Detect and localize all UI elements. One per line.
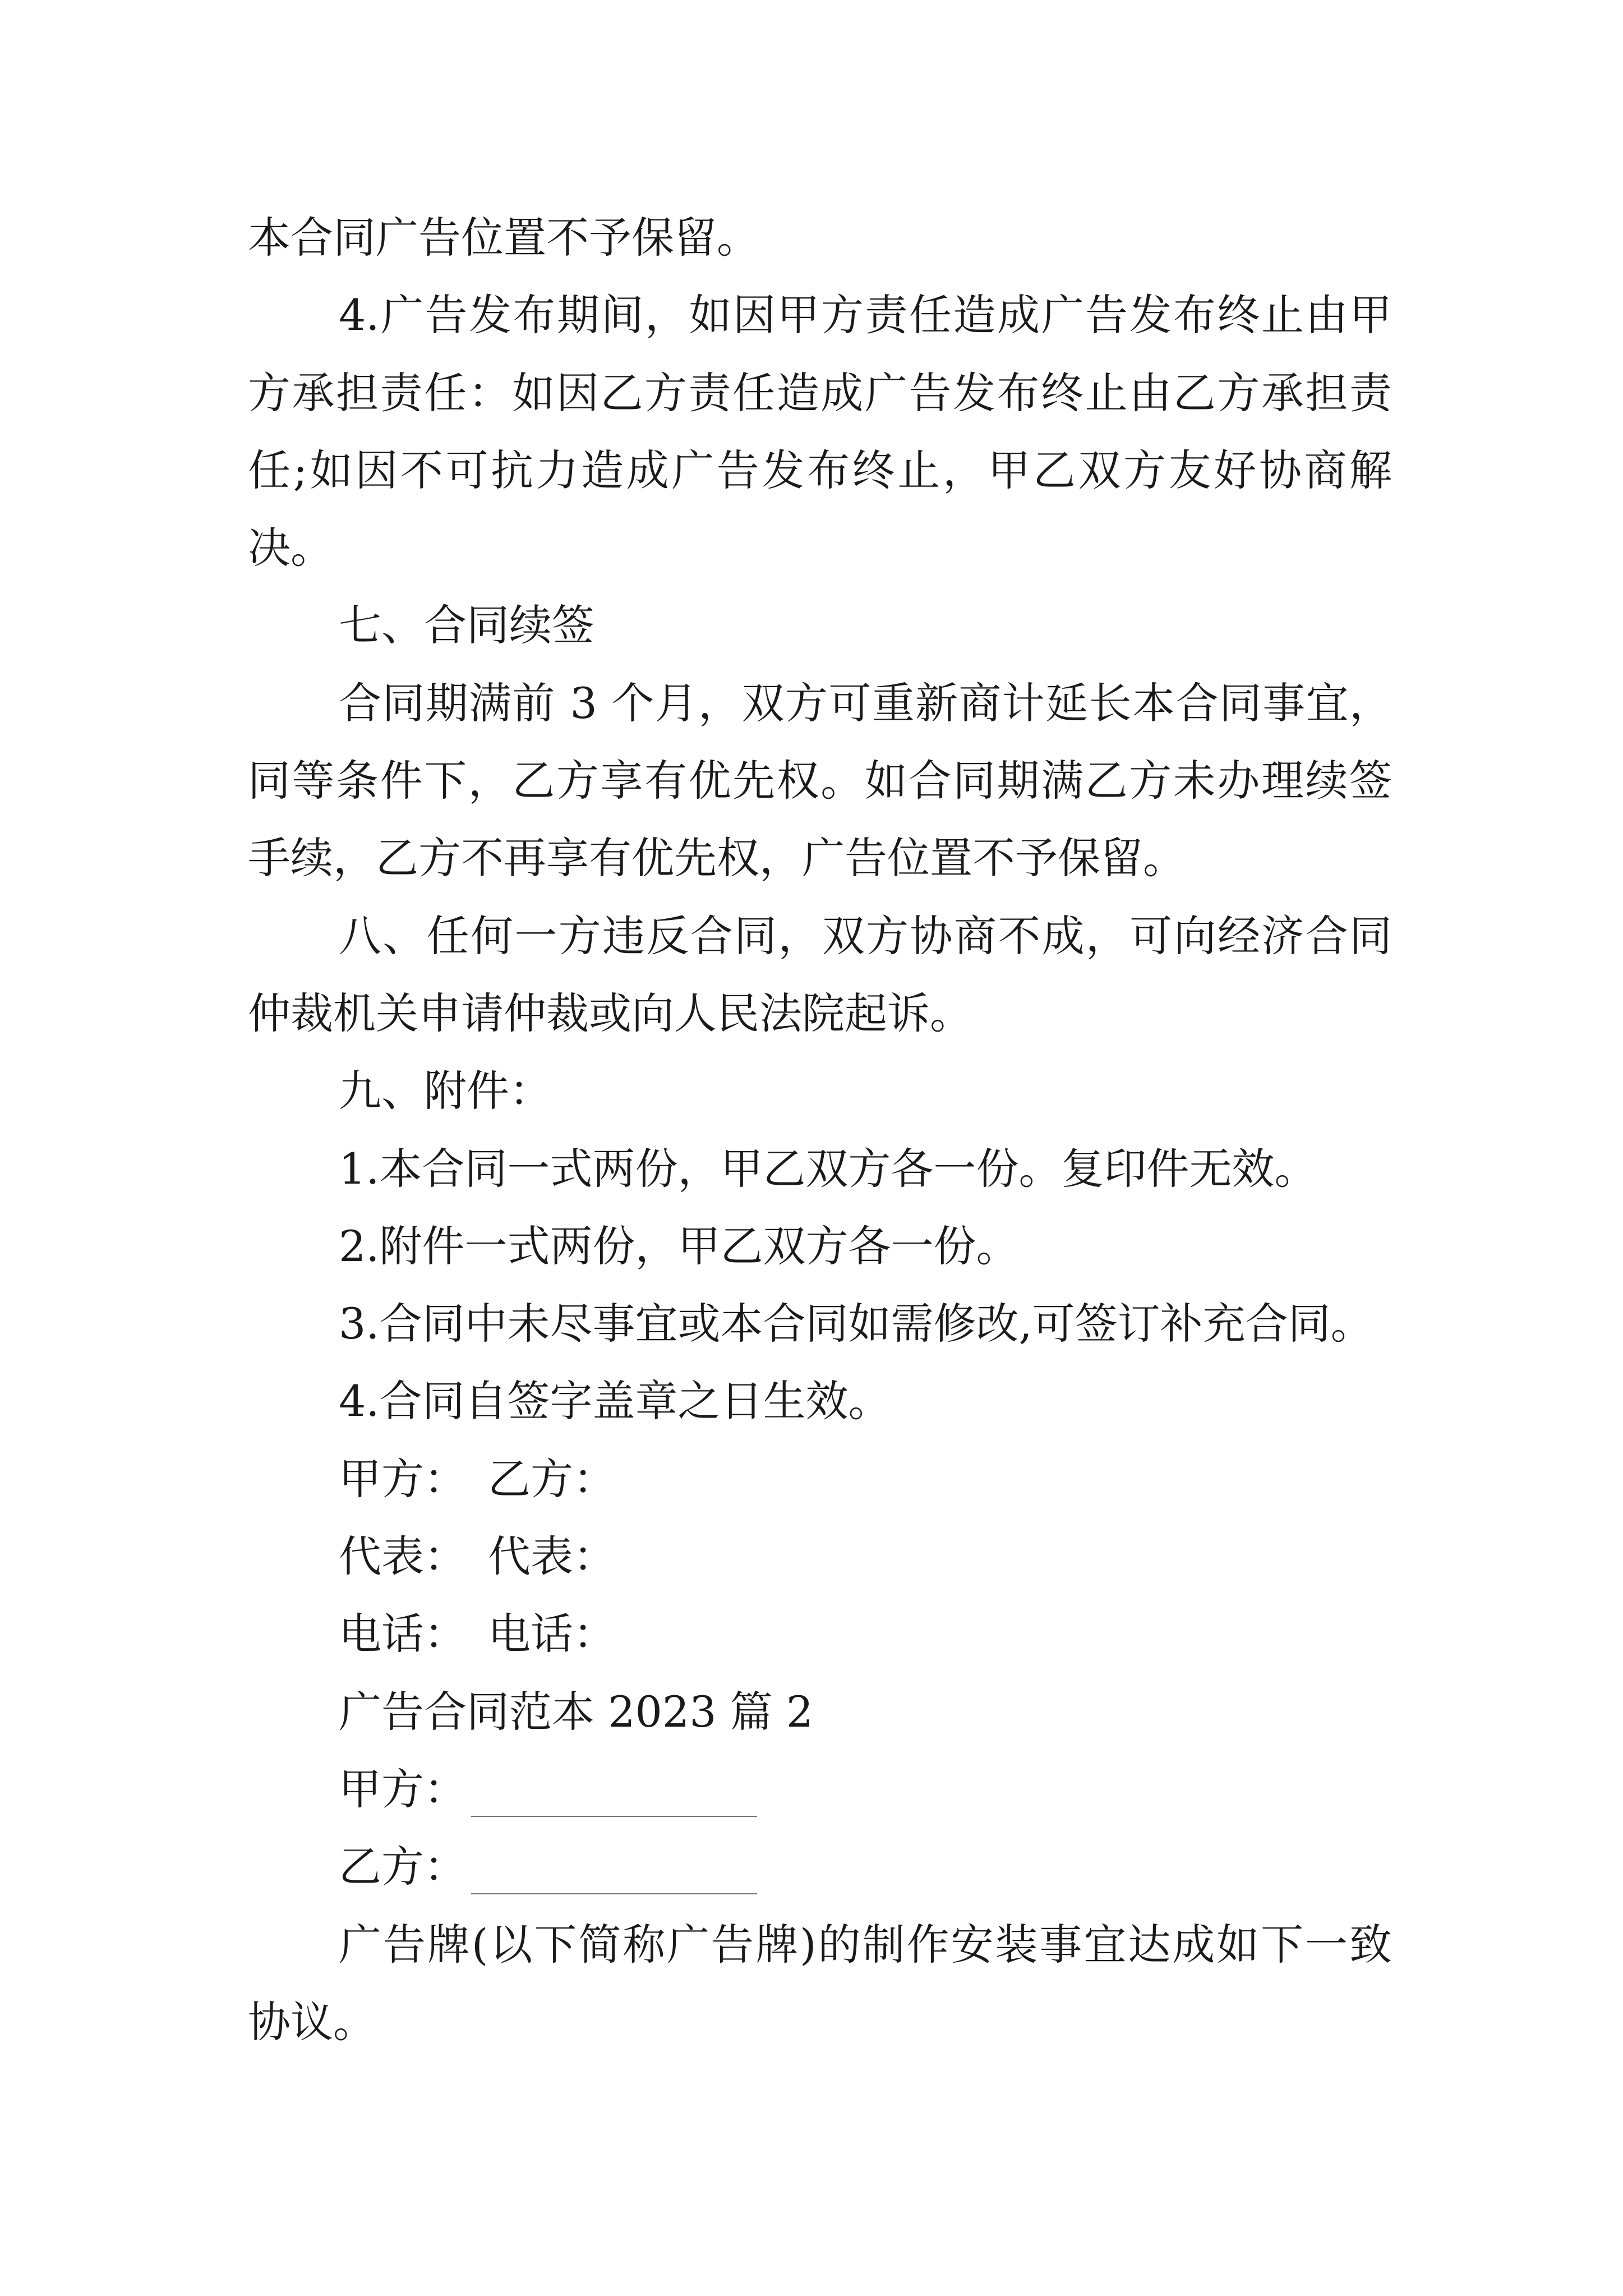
section-heading: 八、任何一方违反合同，双方协商不成，可向经济合同	[339, 910, 1392, 961]
paragraph-line: 合同期满前 3 个月，双方可重新商计延长本合同事宜，	[339, 678, 1392, 728]
party-a-field	[248, 1751, 1392, 1828]
paragraph-line: 本合同广告位置不予保留。	[248, 213, 759, 263]
paragraph-line: 4.广告发布期间，如因甲方责任造成广告发布终止由甲	[339, 290, 1392, 341]
section-title: 广告合同范本 2023 篇 2	[339, 1686, 814, 1737]
signature-line: 甲方： 乙方：	[339, 1453, 616, 1504]
paragraph-line: 协议。	[248, 1996, 376, 2047]
party-b-label: 乙方：	[339, 1842, 467, 1892]
paragraph-line: 手续，乙方不再享有优先权，广告位置不予保留。	[248, 833, 1186, 884]
list-item: 3.合同中未尽事宜或本合同如需修改,可签订补充合同。	[339, 1299, 1373, 1349]
paragraph-line: 同等条件下，乙方享有优先权。如合同期满乙方未办理续签	[248, 756, 1392, 806]
party-b-field	[248, 1828, 1392, 1906]
party-b-blank	[471, 1860, 757, 1894]
list-item: 2.附件一式两份，甲乙双方各一份。	[339, 1221, 1019, 1271]
section-heading: 九、附件：	[339, 1066, 552, 1116]
paragraph-line: 广告牌(以下简称广告牌)的制作安装事宜达成如下一致	[339, 1919, 1392, 1970]
party-a-blank	[471, 1782, 757, 1817]
list-item: 4.合同自签字盖章之日生效。	[339, 1376, 891, 1427]
paragraph-line: 决。	[248, 523, 333, 573]
section-heading: 七、合同续签	[339, 600, 594, 651]
list-item: 1.本合同一式两份，甲乙双方各一份。复印件无效。	[339, 1143, 1317, 1194]
document-body	[248, 199, 1392, 2061]
paragraph-line: 仲裁机关申请仲裁或向人民法院起诉。	[248, 988, 972, 1038]
paragraph-line: 方承担责任：如因乙方责任造成广告发布终止由乙方承担责	[248, 367, 1392, 418]
signature-line: 电话： 电话：	[339, 1609, 616, 1659]
paragraph-line: 任;如因不可抗力造成广告发布终止，甲乙双方友好协商解	[248, 445, 1392, 495]
signature-line: 代表： 代表：	[339, 1531, 616, 1582]
party-a-label: 甲方：	[339, 1764, 467, 1814]
